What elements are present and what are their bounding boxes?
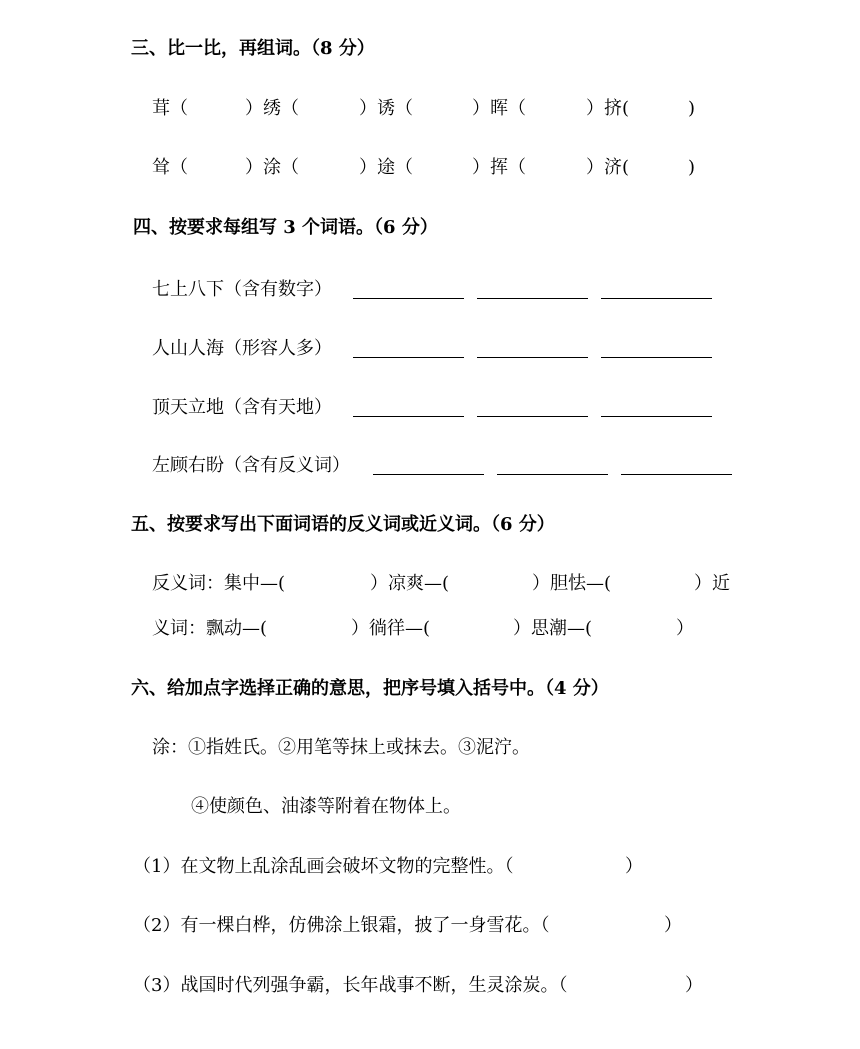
word-cell: ）晖（	[472, 98, 526, 119]
word-cell: )	[688, 98, 696, 119]
answer-blank[interactable]	[477, 416, 588, 417]
question-text: （2）有一棵白桦，仿佛涂上银霜，披了一身雪花。（	[133, 915, 550, 936]
word-pair: ）近	[694, 573, 730, 594]
word-cell: ）途（	[359, 157, 413, 178]
word-cell: ）挤(	[586, 98, 630, 119]
answer-blank[interactable]	[477, 298, 588, 299]
word-cell: ）挥（	[472, 157, 526, 178]
word-cell: ）诱（	[359, 98, 413, 119]
answer-bracket-close: ）	[625, 856, 643, 877]
answer-blank[interactable]	[353, 357, 464, 358]
word-pair: ）徜徉—(	[351, 618, 431, 639]
word-cell: 茸（	[152, 98, 188, 119]
prompt-label: 顶天立地（含有天地）	[152, 397, 332, 418]
word-cell: ）济(	[586, 157, 630, 178]
word-cell: ）涂（	[245, 157, 299, 178]
answer-bracket-close: ）	[664, 915, 682, 936]
word-cell: ）绣（	[245, 98, 299, 119]
section-4-heading: 四、按要求每组写 3 个词语。（6 分）	[133, 217, 438, 238]
word-cell: )	[688, 157, 696, 178]
section-5-heading: 五、按要求写出下面词语的反义词或近义词。（6 分）	[131, 514, 555, 535]
answer-blank[interactable]	[497, 474, 608, 475]
answer-blank[interactable]	[373, 474, 484, 475]
word-pair: ）凉爽—(	[370, 573, 450, 594]
question-text: （1）在文物上乱涂乱画会破坏文物的完整性。（	[133, 856, 514, 877]
answer-blank[interactable]	[601, 357, 712, 358]
word-pair: 义词：飘动—(	[152, 618, 268, 639]
word-cell: 耸（	[152, 157, 188, 178]
answer-blank[interactable]	[353, 298, 464, 299]
definition-line-1: 涂：①指姓氏。②用笔等抹上或抹去。③泥泞。	[152, 737, 530, 758]
definition-line-2: ④使颜色、油漆等附着在物体上。	[191, 796, 461, 817]
answer-bracket-close: ）	[685, 975, 703, 996]
prompt-label: 七上八下（含有数字）	[152, 279, 332, 300]
question-text: （3）战国时代列强争霸，长年战事不断，生灵涂炭。（	[133, 975, 568, 996]
answer-blank[interactable]	[353, 416, 464, 417]
answer-blank[interactable]	[601, 416, 712, 417]
section-6-heading: 六、给加点字选择正确的意思，把序号填入括号中。（4 分）	[131, 678, 609, 699]
answer-blank[interactable]	[601, 298, 712, 299]
section-3-heading: 三、比一比，再组词。（8 分）	[131, 38, 375, 59]
word-pair: ）	[676, 618, 694, 639]
answer-blank[interactable]	[477, 357, 588, 358]
answer-blank[interactable]	[621, 474, 732, 475]
prompt-label: 左顾右盼（含有反义词）	[152, 455, 350, 476]
word-pair: ）思潮—(	[513, 618, 593, 639]
word-pair: ）胆怯—(	[532, 573, 612, 594]
prompt-label: 人山人海（形容人多）	[152, 338, 332, 359]
word-pair: 反义词：集中—(	[152, 573, 286, 594]
